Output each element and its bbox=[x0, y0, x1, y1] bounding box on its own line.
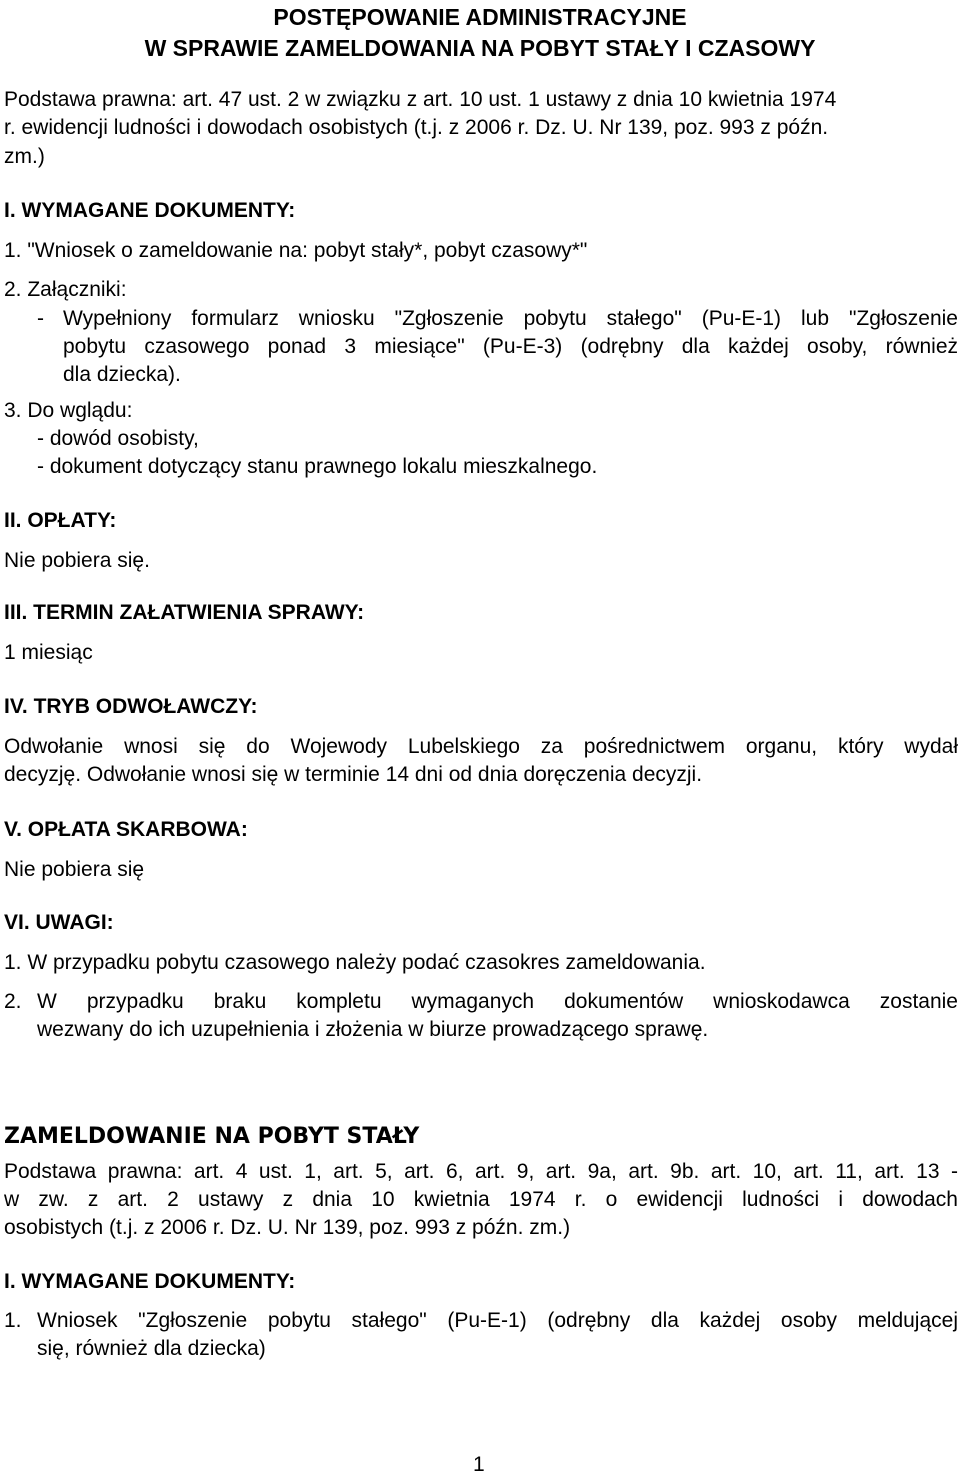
section-required-documents-heading: I. WYMAGANE DOKUMENTY: bbox=[4, 199, 296, 222]
attachment-line-2: pobytu czasowego ponad 3 miesiące" (Pu-E-3) (odrębny dla każdej osoby, również bbox=[63, 335, 958, 358]
section-fees-heading: II. OPŁATY: bbox=[4, 509, 117, 532]
page-number: 1 bbox=[473, 1453, 485, 1476]
attachment-line-1: Wypełniony formularz wniosku "Zgłoszenie pobytu stałego" (Pu-E-1) lub "Zgłoszenie bbox=[63, 307, 958, 330]
section-appeal-heading: IV. TRYB ODWOŁAWCZY: bbox=[4, 695, 258, 718]
inspection-item-id-card: - dowód osobisty, bbox=[37, 427, 199, 450]
remark-item-2-line-1: W przypadku braku kompletu wymaganych dokumentów wnioskodawca zostanie bbox=[37, 990, 958, 1013]
appeal-text-line-1: Odwołanie wnosi się do Wojewody Lubelskiego za pośrednictwem organu, który wydał bbox=[4, 735, 958, 758]
fees-text: Nie pobiera się. bbox=[4, 549, 150, 572]
document-title-line-1: POSTĘPOWANIE ADMINISTRACYJNE bbox=[273, 4, 687, 30]
permanent-document-item-1-number: 1. bbox=[4, 1309, 22, 1332]
section-deadline-heading: III. TERMIN ZAŁATWIENIA SPRAWY: bbox=[4, 601, 365, 624]
legal-basis-line-2: r. ewidencji ludności i dowodach osobistych (t.j. z 2006 r. Dz. U. Nr 139, poz. 993 z późn. bbox=[4, 116, 829, 139]
permanent-residence-heading: ZAMELDOWANIE NA POBYT STAŁY bbox=[4, 1124, 420, 1149]
permanent-basis-line-2: w zw. z art. 2 ustawy z dnia 10 kwietnia 1974 r. o ewidencji ludności i dowodach bbox=[4, 1188, 958, 1211]
deadline-text: 1 miesiąc bbox=[4, 641, 93, 664]
attachment-line-3: dla dziecka). bbox=[63, 363, 181, 386]
permanent-document-item-1-line-1: Wniosek "Zgłoszenie pobytu stałego" (Pu-E-1) (odrębny dla każdej osoby meldującej bbox=[37, 1309, 958, 1332]
section-stamp-duty-heading: V. OPŁATA SKARBOWA: bbox=[4, 818, 248, 841]
legal-basis-line-1: Podstawa prawna: art. 47 ust. 2 w związku z art. 10 ust. 1 ustawy z dnia 10 kwietnia 1974 bbox=[4, 88, 837, 111]
remark-item-2-number: 2. bbox=[4, 990, 22, 1013]
section-remarks-heading: VI. UWAGI: bbox=[4, 911, 114, 934]
required-document-item-1: 1. "Wniosek o zameldowanie na: pobyt stały*, pobyt czasowy*" bbox=[4, 239, 588, 262]
required-document-item-3: 3. Do wglądu: bbox=[4, 399, 133, 422]
required-document-item-2: 2. Załączniki: bbox=[4, 278, 127, 301]
document-title-line-2: W SPRAWIE ZAMELDOWANIA NA POBYT STAŁY I CZASOWY bbox=[144, 35, 816, 61]
legal-basis-line-3: zm.) bbox=[4, 145, 45, 168]
attachment-dash: - bbox=[37, 307, 44, 330]
inspection-item-property-document: - dokument dotyczący stanu prawnego lokalu mieszkalnego. bbox=[37, 455, 598, 478]
remark-item-2-line-2: wezwany do ich uzupełnienia i złożenia w biurze prowadzącego sprawę. bbox=[37, 1018, 709, 1041]
permanent-basis-line-1: Podstawa prawna: art. 4 ust. 1, art. 5, art. 6, art. 9, art. 9a, art. 9b. art. 10, art. 11, art. 13 - bbox=[4, 1160, 958, 1183]
appeal-text-line-2: decyzję. Odwołanie wnosi się w terminie 14 dni od dnia doręczenia decyzji. bbox=[4, 763, 703, 786]
permanent-document-item-1-line-2: się, również dla dziecka) bbox=[37, 1337, 266, 1360]
permanent-required-documents-heading: I. WYMAGANE DOKUMENTY: bbox=[4, 1270, 296, 1293]
remark-item-1: 1. W przypadku pobytu czasowego należy podać czasokres zameldowania. bbox=[4, 951, 706, 974]
stamp-duty-text: Nie pobiera się bbox=[4, 858, 145, 881]
permanent-basis-line-3: osobistych (t.j. z 2006 r. Dz. U. Nr 139, poz. 993 z późn. zm.) bbox=[4, 1216, 571, 1239]
